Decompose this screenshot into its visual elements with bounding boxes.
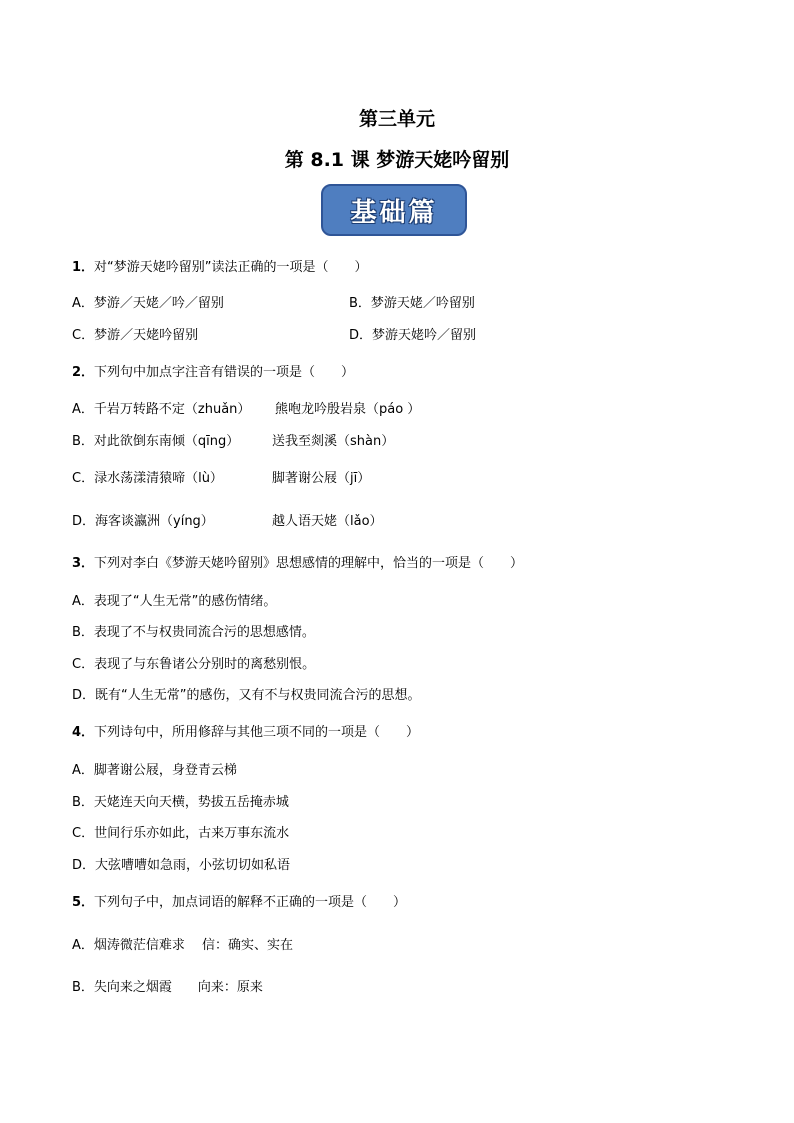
question-4 <box>72 721 419 740</box>
option-4a: A．脚著谢公屐，身登青云梯 <box>72 763 237 778</box>
option-2d-left: D．海客谈瀛洲（yíng） <box>72 514 214 529</box>
option-1c: C．梦游／天姥吟留别 <box>72 328 199 343</box>
option-5b: B．失向来之烟霞 向来：原来 <box>72 980 263 995</box>
option-5a: A．烟涛微茫信难求 信：确实、实在 <box>72 938 294 953</box>
question-1 <box>72 256 368 275</box>
option-4c: C．世间行乐亦如此，古来万事东流水 <box>72 826 290 841</box>
option-4d: D．大弦嘈嘈如急雨，小弦切切如私语 <box>72 858 291 873</box>
option-3a: A．表现了“人生无常”的感伤情绪。 <box>72 594 277 609</box>
option-2b-left: B．对此欲倒东南倾（qīng） <box>72 434 240 449</box>
option-1d: D．梦游天姥吟／留别 <box>349 328 477 343</box>
question-3 <box>72 552 523 571</box>
question-5 <box>72 891 406 910</box>
question-number: 2． <box>72 365 95 380</box>
option-2d-right: 越人语天姥（lǎo） <box>272 514 383 529</box>
unit-title: 第三单元 <box>358 108 435 130</box>
question-stem: 对“梦游天姥吟留别”读法正确的一项是（ ） <box>94 260 368 275</box>
section-badge: 基础篇 <box>321 184 467 236</box>
question-number: 4． <box>72 725 95 740</box>
option-3b: B．表现了不与权贵同流合污的思想感情。 <box>72 625 315 640</box>
option-2a-right: 熊咆龙吟殷岩泉（páo ） <box>275 402 421 417</box>
option-3d: D．既有“人生无常”的感伤，又有不与权贵同流合污的思想。 <box>72 688 421 703</box>
question-2 <box>72 361 354 380</box>
option-1a: A．梦游／天姥／吟／留别 <box>72 296 224 311</box>
question-stem: 下列诗句中，所用修辞与其他三项不同的一项是（ ） <box>94 725 420 740</box>
option-3c: C．表现了与东鲁诸公分别时的离愁别恨。 <box>72 657 316 672</box>
question-stem: 下列对李白《梦游天姥吟留别》思想感情的理解中，恰当的一项是（ ） <box>94 556 524 571</box>
option-4b: B．天姥连天向天横，势拔五岳掩赤城 <box>72 795 289 810</box>
option-2c-left: C．渌水荡漾清猿啼（lù） <box>72 471 223 486</box>
lesson-title: 第 8.1 课 梦游天姥吟留别 <box>284 149 510 171</box>
question-number: 3． <box>72 556 95 571</box>
question-number: 1． <box>72 260 95 275</box>
option-2a-left: A．千岩万转路不定（zhuǎn） <box>72 402 251 417</box>
question-stem: 下列句中加点字注音有错误的一项是（ ） <box>94 365 355 380</box>
option-2b-right: 送我至剡溪（shàn） <box>272 434 395 449</box>
option-2c-right: 脚著谢公屐（jī） <box>272 471 371 486</box>
question-stem: 下列句子中，加点词语的解释不正确的一项是（ ） <box>94 895 407 910</box>
option-1b: B．梦游天姥／吟留别 <box>349 296 475 311</box>
question-number: 5． <box>72 895 95 910</box>
